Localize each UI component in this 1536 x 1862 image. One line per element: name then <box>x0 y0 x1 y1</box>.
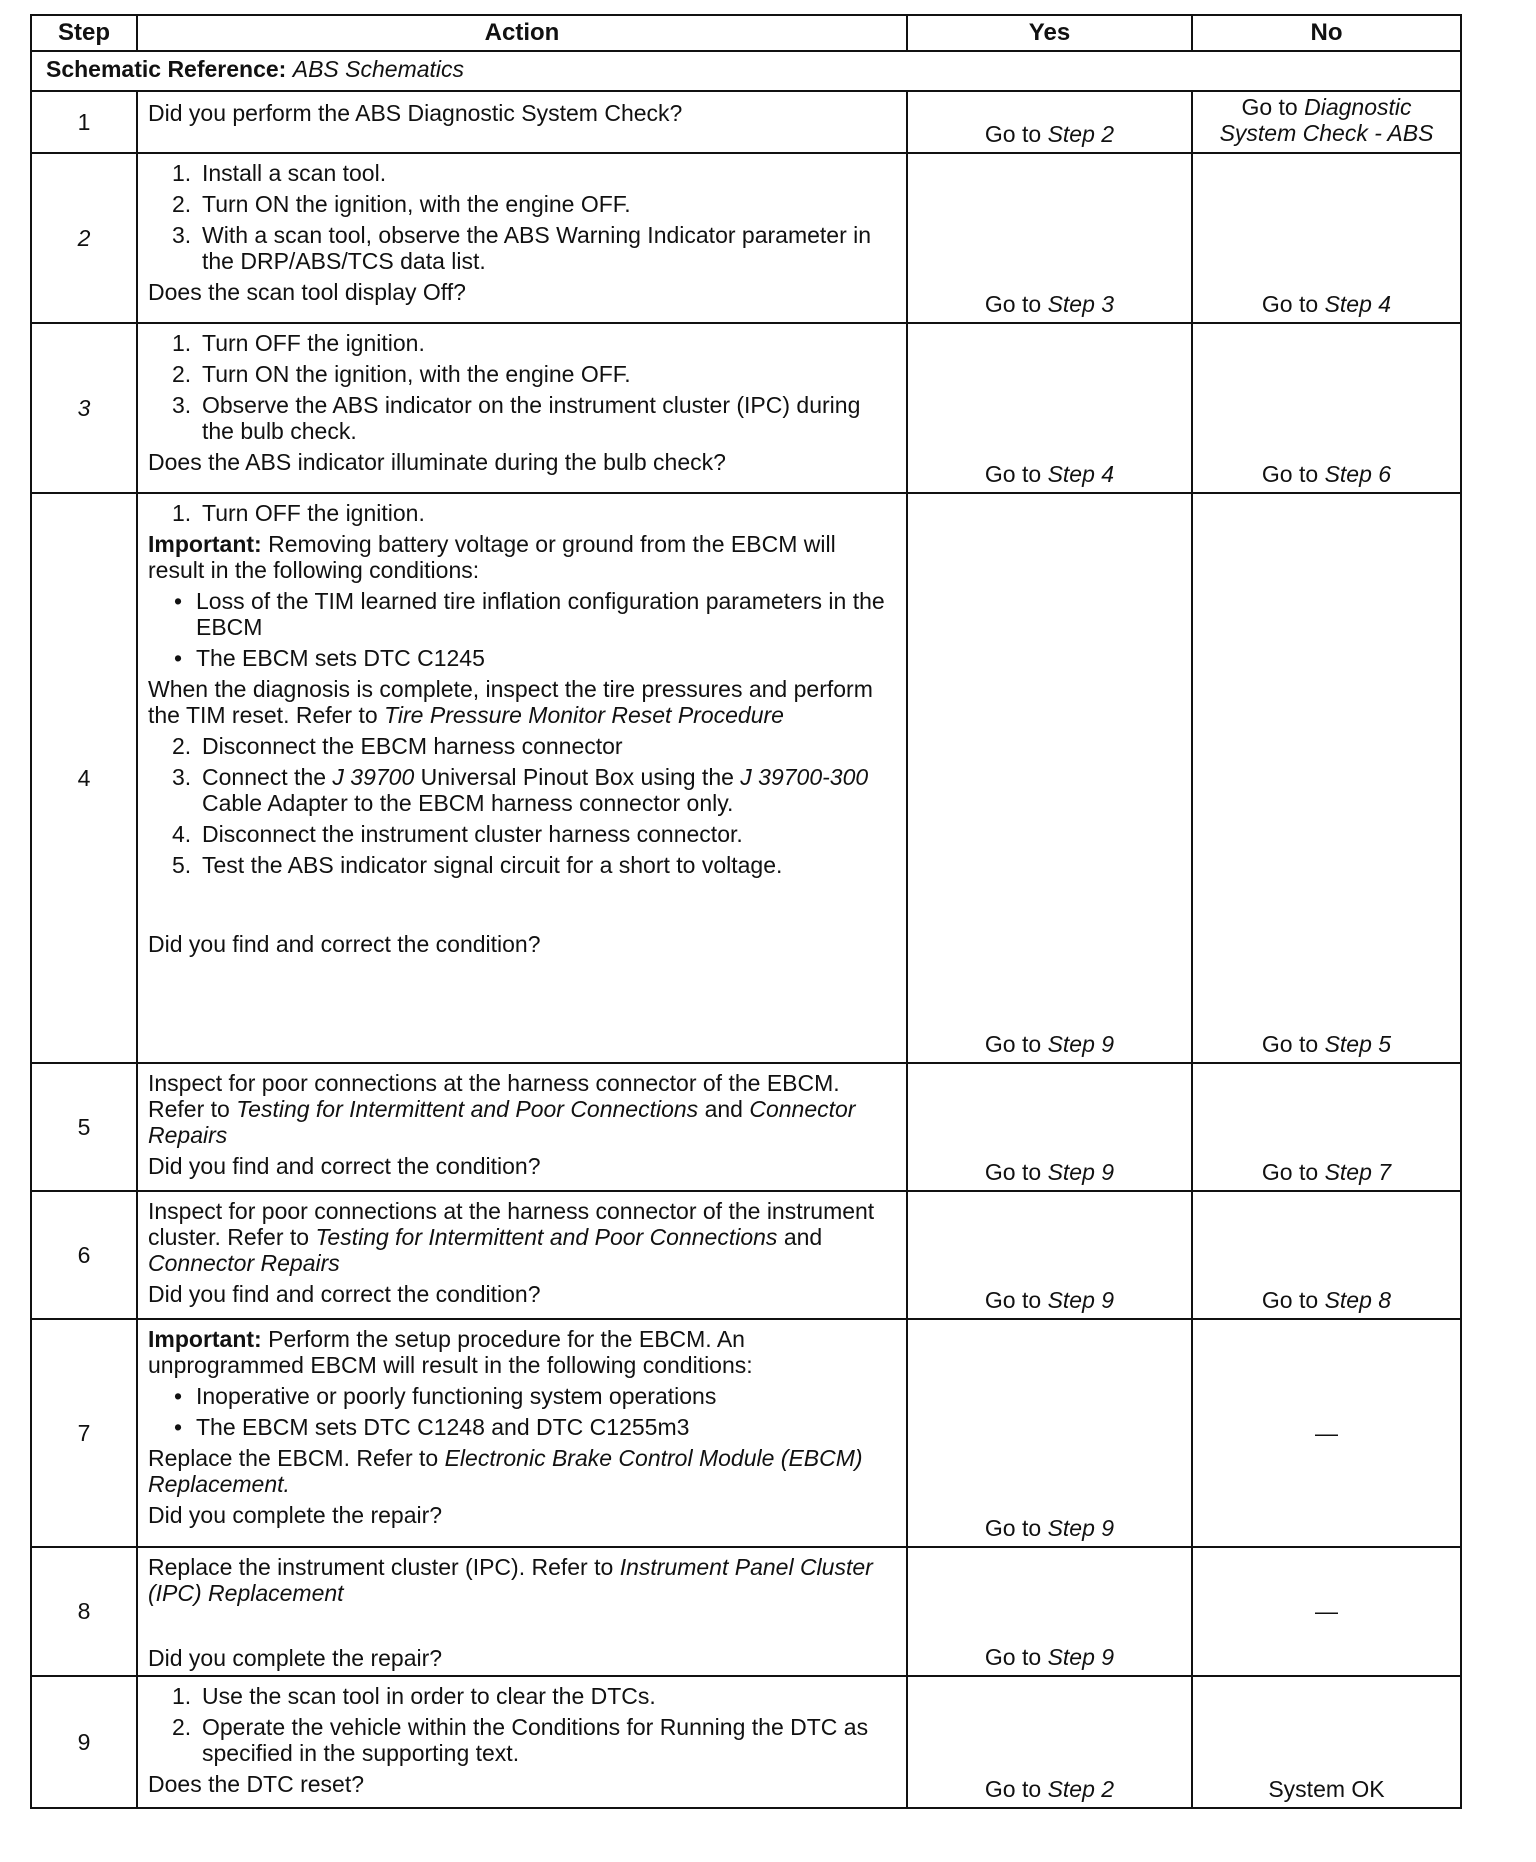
no-cell <box>1192 1319 1461 1547</box>
no-step-ref: Step 7 <box>1324 1159 1392 1185</box>
question: Did you find and correct the condition? <box>148 931 541 957</box>
table-row <box>31 91 1461 153</box>
yes-cell: Go to Step 9 <box>907 1319 1192 1547</box>
question: Does the DTC reset? <box>148 1771 365 1797</box>
question: Did you perform the ABS Diagnostic System Check? <box>148 100 683 126</box>
question: Did you find and correct the condition? <box>148 1153 541 1179</box>
yes-step-ref: Step 3 <box>1047 291 1115 317</box>
step-number: 2 <box>31 153 137 323</box>
question: Did you complete the repair? <box>148 1645 443 1671</box>
reference-link: Testing for Intermittent and Poor Connections <box>236 1096 699 1122</box>
no-cell: Go to Step 7 <box>1192 1063 1461 1191</box>
paragraph: When the diagnosis is complete, inspect the tire pressures and perform the TIM reset. Refer to Tire Pressure Monitor Reset Procedure <box>148 676 873 728</box>
paragraph: Inspect for poor connections at the harness connector of the EBCM. Refer to Testing for Intermittent and Poor Connections and Connector Repairs <box>148 1070 856 1148</box>
reference-link: Tire Pressure Monitor Reset Procedure <box>384 702 784 728</box>
list-item: 2. Turn ON the ignition, with the engine OFF. <box>172 361 631 387</box>
no-ref-line2: System Check - ABS <box>1219 120 1434 146</box>
list-item: 4. Disconnect the instrument cluster harness connector. <box>172 821 743 847</box>
list-item: 1. Use the scan tool in order to clear the DTCs. <box>172 1683 656 1709</box>
table-row <box>31 1547 1461 1676</box>
action-cell <box>137 1191 907 1319</box>
schematic-ref: ABS Schematics <box>292 56 465 82</box>
yes-cell: Go to Step 9 <box>907 1063 1192 1191</box>
bullet-item: • Inoperative or poorly functioning system operations <box>174 1383 717 1409</box>
no-dash: — <box>1315 1419 1338 1446</box>
action-cell <box>137 1319 907 1547</box>
paragraph: Inspect for poor connections at the harness connector of the instrument cluster. Refer to Testing for Intermittent and Poor Connections and Connector Repairs <box>148 1198 875 1276</box>
yes-step-ref: Step 4 <box>1047 461 1115 487</box>
step-number: 1 <box>31 91 137 153</box>
question: Did you find and correct the condition? <box>148 1281 541 1307</box>
table-row <box>31 1191 1461 1319</box>
list-item: 2. Disconnect the EBCM harness connector <box>172 733 623 759</box>
action-cell <box>137 493 907 1063</box>
bullet-item: • The EBCM sets DTC C1248 and DTC C1255m3 <box>174 1414 690 1440</box>
step-number: 3 <box>31 323 137 493</box>
yes-cell: Go to Step 9 <box>907 1547 1192 1676</box>
yes-cell: Go to Step 2 <box>907 1676 1192 1808</box>
yes-step-ref: Step 2 <box>1047 121 1115 147</box>
list-item: 1. Turn OFF the ignition. <box>172 330 425 356</box>
table-row <box>31 1319 1461 1547</box>
action-cell <box>137 1547 907 1676</box>
step-number: 7 <box>31 1319 137 1547</box>
step-number: 5 <box>31 1063 137 1191</box>
paragraph: Replace the EBCM. Refer to Electronic Brake Control Module (EBCM) Replacement. <box>148 1445 863 1497</box>
table-row <box>31 1676 1461 1808</box>
header-row <box>31 15 1461 51</box>
yes-cell: Go to Step 9 <box>907 493 1192 1063</box>
bullet-item: • Loss of the TIM learned tire inflation configuration parameters in the EBCM <box>174 588 885 640</box>
yes-cell: Go to Step 4 <box>907 323 1192 493</box>
no-step-ref: Step 5 <box>1324 1031 1392 1057</box>
reference-link: Electronic Brake Control Module (EBCM) Replacement. <box>148 1445 863 1497</box>
bullet-item: • The EBCM sets DTC C1245 <box>174 645 485 671</box>
step-number: 8 <box>31 1547 137 1676</box>
list-item: 1. Install a scan tool. <box>172 160 387 186</box>
diagnostic-table-page <box>30 14 1460 1809</box>
tool-ref: J 39700-300 <box>740 764 869 790</box>
no-dash: — <box>1315 1598 1338 1624</box>
step-number: 6 <box>31 1191 137 1319</box>
no-cell: Go to Step 6 <box>1192 323 1461 493</box>
no-cell: Go to Step 8 <box>1192 1191 1461 1319</box>
header-yes: Yes <box>907 15 1192 51</box>
question: Does the scan tool display Off? <box>148 279 466 305</box>
list-item: 3. Observe the ABS indicator on the instrument cluster (IPC) during the bulb check. <box>172 392 861 444</box>
list-item: 3. Connect the J 39700 Universal Pinout Box using the J 39700-300 Cable Adapter to the EBCM harness connector only. <box>172 764 869 816</box>
list-item: 2. Operate the vehicle within the Conditions for Running the DTC as specified in the supporting text. <box>172 1714 869 1766</box>
table-row <box>31 493 1461 1063</box>
no-step-ref: Step 4 <box>1324 291 1392 317</box>
yes-cell <box>907 91 1192 153</box>
no-result: System OK <box>1268 1776 1385 1802</box>
question: Does the ABS indicator illuminate during the bulb check? <box>148 449 726 475</box>
no-step-ref: Step 6 <box>1324 461 1392 487</box>
no-cell <box>1192 1676 1461 1808</box>
list-item: 5. Test the ABS indicator signal circuit for a short to voltage. <box>172 852 783 878</box>
yes-step-ref: Step 2 <box>1047 1776 1115 1802</box>
question: Did you complete the repair? <box>148 1502 443 1528</box>
schematic-label: Schematic Reference: <box>46 56 287 82</box>
step-number: 4 <box>31 493 137 1063</box>
reference-link: Instrument Panel Cluster (IPC) Replacement <box>148 1554 873 1606</box>
action-cell <box>137 91 907 153</box>
table-row <box>31 323 1461 493</box>
yes-step-ref: Step 9 <box>1047 1644 1115 1670</box>
action-cell <box>137 153 907 323</box>
yes-cell: Go to Step 9 <box>907 1191 1192 1319</box>
reference-link: Connector Repairs <box>148 1250 340 1276</box>
diagnostic-table <box>30 14 1462 1809</box>
no-ref-line1: Diagnostic <box>1304 94 1412 120</box>
schematic-row <box>31 51 1461 91</box>
yes-cell: Go to Step 3 <box>907 153 1192 323</box>
no-cell: Go to Step 5 <box>1192 493 1461 1063</box>
reference-link: Testing for Intermittent and Poor Connections <box>315 1224 778 1250</box>
no-step-ref: Step 8 <box>1324 1287 1392 1313</box>
action-cell <box>137 1676 907 1808</box>
paragraph: Replace the instrument cluster (IPC). Refer to Instrument Panel Cluster (IPC) Replacement <box>148 1554 873 1606</box>
table-row <box>31 153 1461 323</box>
important-note: Important: Removing battery voltage or ground from the EBCM will result in the following conditions: <box>148 531 836 583</box>
header-no: No <box>1192 15 1461 51</box>
list-item: 1. Turn OFF the ignition. <box>172 500 425 526</box>
yes-step-ref: Step 9 <box>1047 1515 1115 1541</box>
action-cell <box>137 1063 907 1191</box>
reference-link: Connector Repairs <box>148 1096 856 1148</box>
header-action: Action <box>137 15 907 51</box>
header-step: Step <box>31 15 137 51</box>
table-row <box>31 1063 1461 1191</box>
no-cell: Go to Step 4 <box>1192 153 1461 323</box>
no-cell <box>1192 91 1461 153</box>
tool-ref: J 39700 <box>332 764 415 790</box>
important-note: Important: Perform the setup procedure for the EBCM. An unprogrammed EBCM will result in the following conditions: <box>148 1326 753 1378</box>
list-item: 2. Turn ON the ignition, with the engine OFF. <box>172 191 631 217</box>
action-cell <box>137 323 907 493</box>
go-to-label: Go to <box>984 121 1042 147</box>
go-to-label: Go to <box>1241 94 1298 120</box>
no-cell <box>1192 1547 1461 1676</box>
yes-step-ref: Step 9 <box>1047 1031 1115 1057</box>
step-number: 9 <box>31 1676 137 1808</box>
yes-step-ref: Step 9 <box>1047 1159 1115 1185</box>
yes-step-ref: Step 9 <box>1047 1287 1115 1313</box>
list-item: 3. With a scan tool, observe the ABS Warning Indicator parameter in the DRP/ABS/TCS data list. <box>172 222 872 274</box>
